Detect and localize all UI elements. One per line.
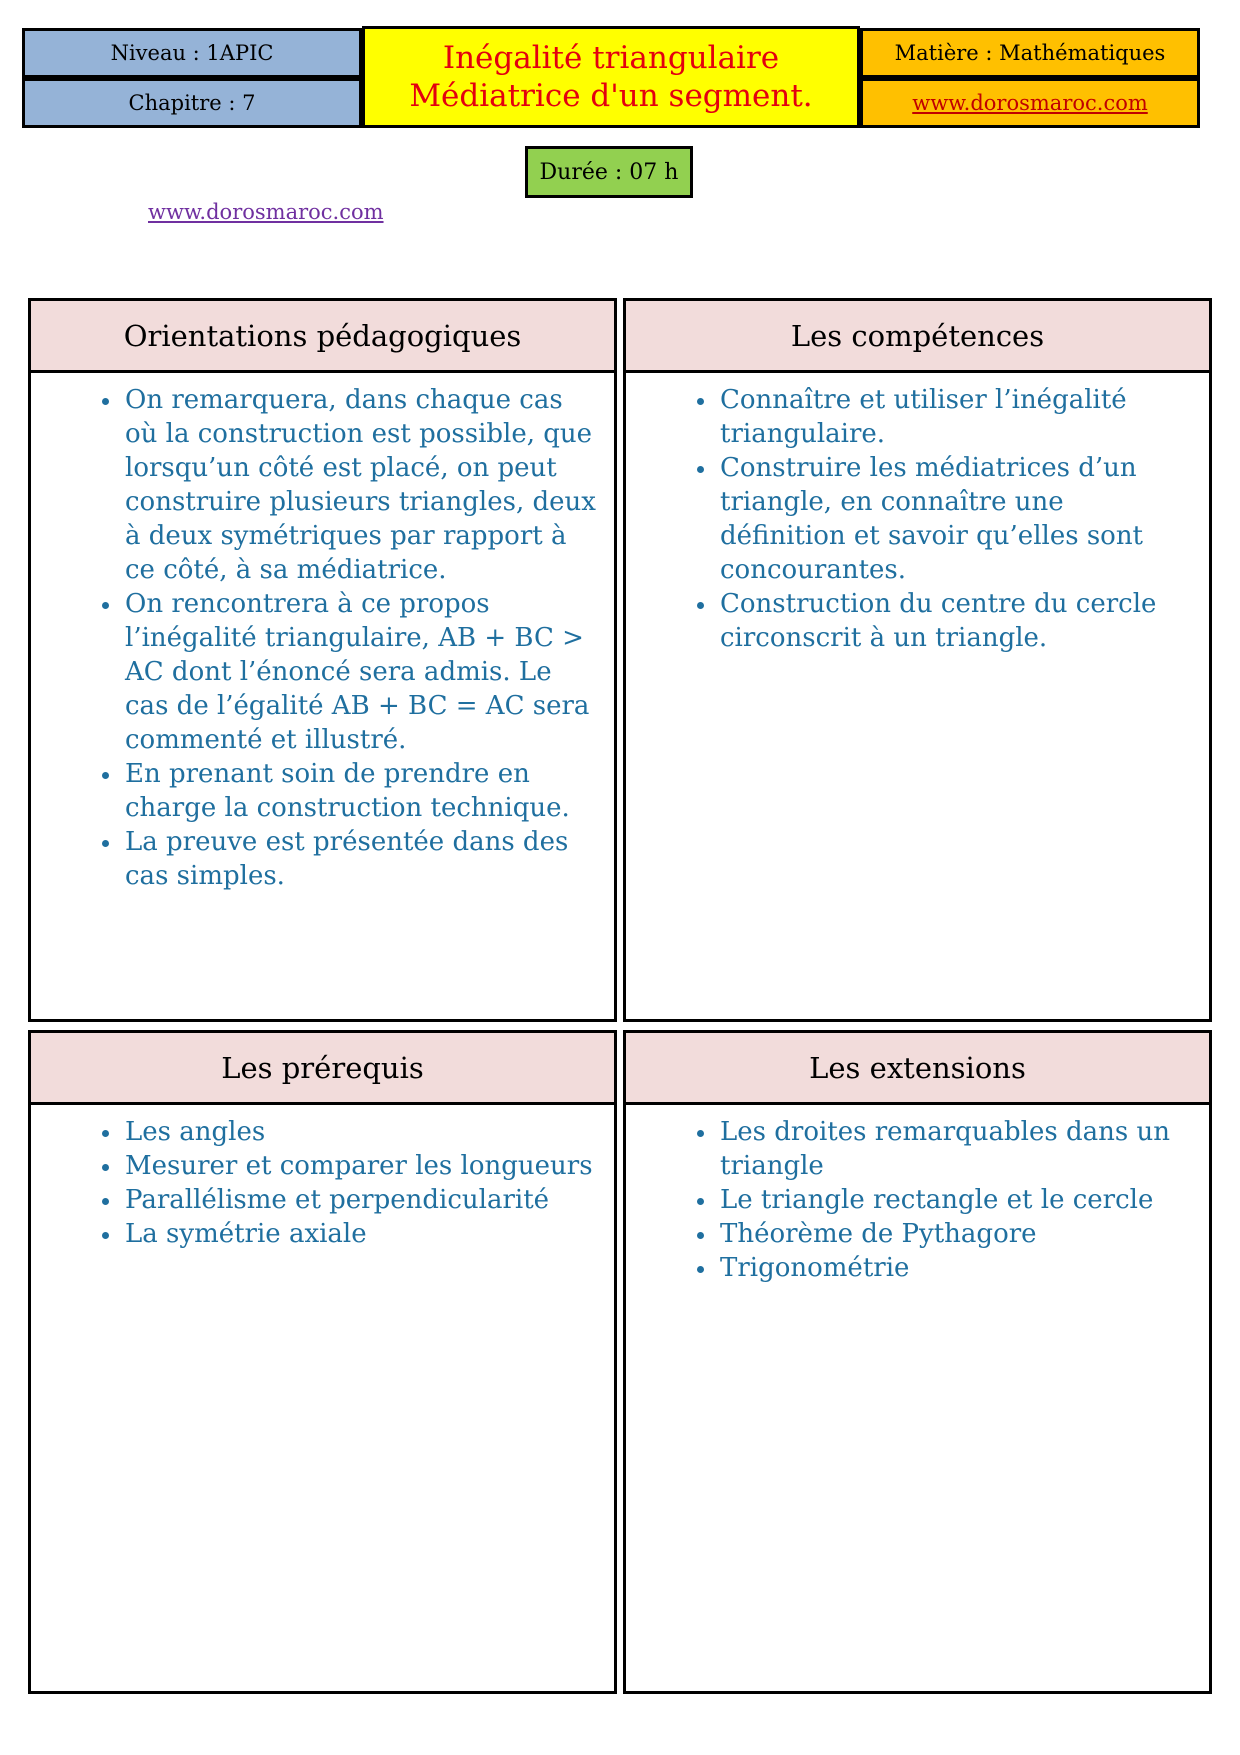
list-item: • La symétrie axiale [123,1217,600,1251]
orientations-list [31,373,614,893]
list-item: • Connaître et utiliser l’inégalité triangulaire. [718,383,1195,451]
panel-prerequis [28,1030,617,1694]
prerequis-list [31,1105,614,1251]
list-item: • Parallélisme et perpendicularité [123,1183,600,1217]
list-item: • Construire les médiatrices d’un triangle, en connaître une définition et savoir qu’elles sont concourantes. [718,451,1195,587]
competences-list [626,373,1209,655]
list-item: • Mesurer et comparer les longueurs [123,1149,600,1183]
list-item: • En prenant soin de prendre en charge la construction technique. [123,757,600,825]
niveau-cell [22,28,362,78]
site-link-header[interactable]: www.dorosmaroc.com [912,91,1148,115]
panel-competences-title: Les compétences [626,301,1209,373]
list-item: • On remarquera, dans chaque cas où la construction est possible, que lorsqu’un côté est placé, on peut construire plusieurs triangles, deux à deux symétriques par rapport à ce côté, à sa médiatrice. [123,383,600,587]
panel-orientations [28,298,617,1022]
list-item: • Construction du centre du cercle circonscrit à un triangle. [718,587,1195,655]
matiere-label: Matière : Mathématiques [894,41,1166,65]
list-item: • La preuve est présentée dans des cas simples. [123,825,600,893]
site-cell [860,78,1200,128]
title-line-1: Inégalité triangulaire [442,40,780,76]
duree-badge [525,146,693,198]
site-link[interactable]: www.dorosmaroc.com [148,200,384,224]
lesson-title [362,26,860,128]
panel-competences [623,298,1212,1022]
matiere-cell [860,28,1200,78]
panel-extensions-title: Les extensions [626,1033,1209,1105]
duree-label: Durée : 07 h [539,159,679,185]
panel-prerequis-title: Les prérequis [31,1033,614,1105]
niveau-label: Niveau : 1APIC [110,41,274,65]
list-item: • Les droites remarquables dans un triangle [718,1115,1195,1183]
list-item: • Théorème de Pythagore [718,1217,1195,1251]
extensions-list [626,1105,1209,1285]
panel-extensions [623,1030,1212,1694]
panel-orientations-title: Orientations pédagogiques [31,301,614,373]
chapitre-cell [22,78,362,128]
title-line-2: Médiatrice d'un segment. [409,78,813,114]
list-item: • On rencontrera à ce propos l’inégalité triangulaire, AB + BC > AC dont l’énoncé sera admis. Le cas de l’égalité AB + BC = AC sera commenté et illustré. [123,587,600,757]
list-item: • Le triangle rectangle et le cercle [718,1183,1195,1217]
list-item: • Les angles [123,1115,600,1149]
chapitre-label: Chapitre : 7 [128,91,256,115]
list-item: • Trigonométrie [718,1251,1195,1285]
